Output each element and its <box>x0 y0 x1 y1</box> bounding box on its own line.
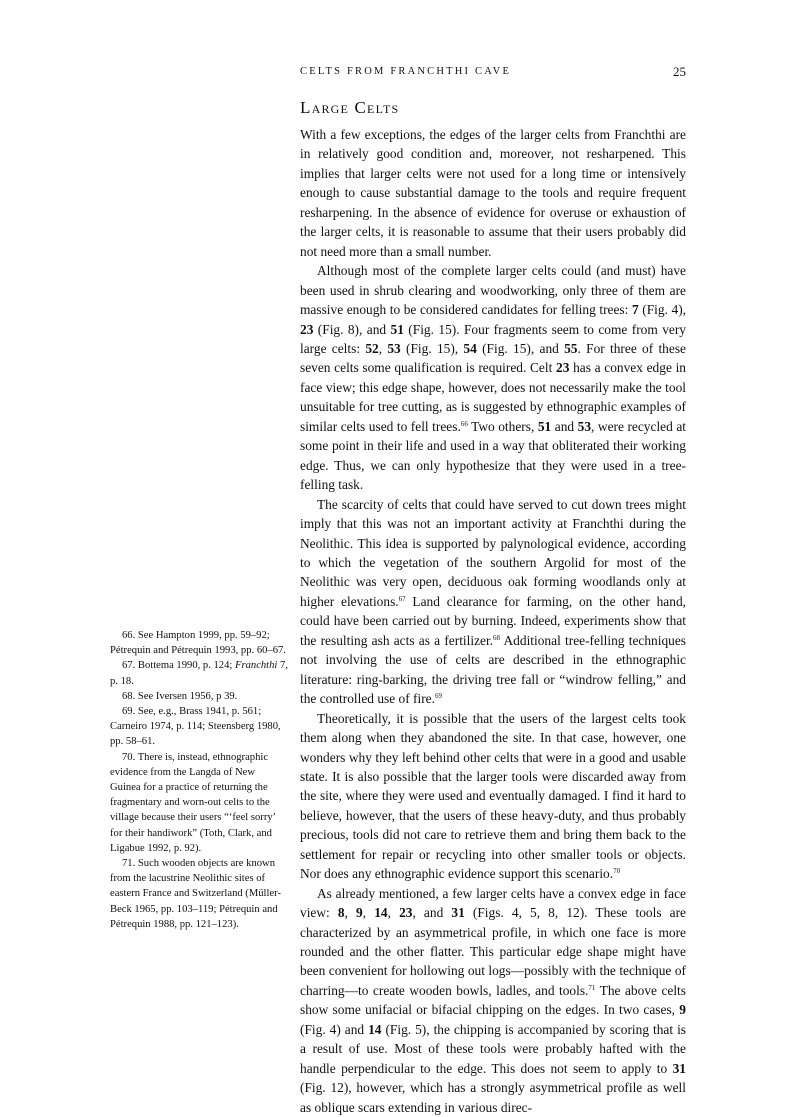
celt-number: 51 <box>537 418 552 434</box>
celt-number: 7 <box>631 302 639 318</box>
paragraph <box>300 125 686 261</box>
text-run: (Fig. 4) and <box>300 1021 369 1037</box>
celt-number: 54 <box>463 340 477 356</box>
text-run: (Fig. 8), and <box>313 321 391 337</box>
celt-number: 51 <box>390 321 404 337</box>
running-title: CELTS FROM FRANCHTHI CAVE <box>300 66 512 77</box>
footnote-ref: 67 <box>398 594 406 603</box>
paragraph <box>300 261 686 494</box>
footnotes <box>110 628 288 932</box>
text-run: , were recycled at some point in their life and used in a way that obliterated their working edge. Thus, we can only hypothesize that they were used in a tree-felling task. <box>300 418 686 493</box>
section-heading: Large Celts <box>300 98 400 117</box>
text-run: 71. Such wooden objects are known from the lacustrine Neolithic sites of eastern France and Switzerland (Müller-Beck 1965, pp. 103–119; Pétrequin and Pétrequin 1988, pp. 121–123). <box>110 858 281 930</box>
text-run: , and <box>412 905 452 921</box>
celt-number: 53 <box>387 340 401 356</box>
text-run: 66. See Hampton 1999, pp. 59–92; Pétrequin and Pétrequin 1993, pp. 60–67. <box>110 630 286 657</box>
footnote-ref: 66 <box>460 419 468 428</box>
celt-number: 55 <box>564 340 578 356</box>
celt-number: 31 <box>672 1060 686 1076</box>
footnote-ref: 69 <box>434 692 442 701</box>
celt-number: 53 <box>577 418 592 434</box>
text-run: 70. There is, instead, ethnographic evidence from the Langda of New Guinea for a practice of returning the fragmentary and worn-out celts to the village because their users “‘feel sorry’ for their handiwork” (Toth, Clark, and Ligabue 1992, p. 92). <box>110 751 276 854</box>
footnote <box>110 750 288 856</box>
footnote <box>110 658 288 688</box>
text-run: Although most of the complete larger celts could (and must) have been used in shrub clearing and woodworking, only three of them are massive enough to be considered candidates for felling trees: <box>300 263 686 318</box>
celt-number: 14 <box>374 905 388 921</box>
celt-number: 8 <box>337 905 345 921</box>
running-head <box>300 66 686 82</box>
text-run: , <box>378 340 388 356</box>
celt-number: 23 <box>399 905 413 921</box>
text-run: The scarcity of celts that could have served to cut down trees might imply that this was not an important activity at Franchthi during the Neolithic. This idea is supported by palynological evidence, according to which the vegetation of the southern Argolid for most of the Neolithic was very open, deciduous oak forming woodlands only at higher elevations. <box>300 496 686 609</box>
text-run: (Fig. 12), however, which has a strongly asymmetrical profile as well as oblique scars extending in various direc- <box>300 1080 686 1115</box>
celt-number: 31 <box>451 905 465 921</box>
text-run: Theoretically, it is possible that the users of the largest celts took them along when they abandoned the site. In that case, however, one wonders why they left behind other celts that were in a good and usable state. It is also possible that the larger tools were discarded away from the site, where they were used and eventually damaged. I find it hard to believe, however, that the users of these heavy-duty, and thus probably precious, tools did not care to retrieve them and bring them back to the settlement for repair or recycling into other smaller tools or objects. Nor does any ethnographic evidence support this scenario. <box>300 710 686 882</box>
paragraph <box>300 495 686 709</box>
text-run: (Figs. 4, 5, 8, 12). These tools are characterized by an asymmetrical profile, in which one face is more rounded and the other flatter. This particular edge shape might have been convenient for hollowing out logs—possibly with the technique of charring—to create wooden bowls, ladles, and tools. <box>300 905 686 998</box>
celt-number: 23 <box>300 321 314 337</box>
text-run: , <box>344 905 357 921</box>
text-run: has a convex edge in face view; this edge shape, however, does not necessarily make the tool unsuitable for tree cutting, as is suggested by ethnographic examples of similar celts used to fell trees. <box>300 360 686 434</box>
footnote <box>110 689 288 704</box>
text-run: 68. See Iversen 1956, p 39. <box>122 690 238 702</box>
text-run: (Fig. 15), <box>400 340 464 356</box>
footnote-ref: 70 <box>613 867 621 876</box>
footnote <box>110 856 288 932</box>
celt-number: 9 <box>356 905 363 921</box>
text-run: (Fig. 5), the chipping is accompanied by scoring that is a result of use. Most of these tools were probably hafted with the handle perpendicular to the edge. This does not seem to apply to <box>300 1021 687 1076</box>
celt-number: 9 <box>679 1002 686 1018</box>
celt-number: 14 <box>368 1021 382 1037</box>
celt-number: 23 <box>556 360 570 376</box>
text-run: , <box>387 905 400 921</box>
paragraph <box>300 884 686 1117</box>
text-run: With a few exceptions, the edges of the larger celts from Franchthi are in relatively good condition and, moreover, not resharpened. This implies that larger celts were not used for a long time or intensively enough to cause substantial damage to the tools and require frequent resharpening. In the absence of evidence for overuse or exhaustion of the larger celts, it is reasonable to assume that their users probably did not need more than a small number. <box>300 127 686 259</box>
text-run: . For three of these seven celts some qualification is required. Celt <box>300 340 686 376</box>
paragraph <box>300 709 686 884</box>
footnote-ref: 71 <box>588 983 596 992</box>
italic-title: Franchthi <box>235 660 278 672</box>
page-number: 25 <box>673 64 686 79</box>
text-run: (Fig. 4), <box>638 302 686 318</box>
footnote <box>110 704 288 750</box>
body-text <box>300 125 686 1117</box>
text-run: Two others, <box>467 418 538 434</box>
text-run: The above celts show some unifacial or bifacial chipping on the edges. In two cases, <box>300 982 686 1018</box>
text-run: Land clearance for farming, on the other hand, could have been carried out by burning. Indeed, experiments show that the resulting ash acts as a fertilizer. <box>300 593 686 648</box>
text-run: 7, p. 18. <box>110 660 288 687</box>
text-run: (Fig. 15), and <box>476 340 565 356</box>
text-run: 69. See, e.g., Brass 1941, p. 561; Carneiro 1974, p. 114; Steensberg 1980, pp. 58–61. <box>110 706 281 748</box>
footnote-ref: 68 <box>493 633 501 642</box>
footnote <box>110 628 288 658</box>
celt-number: 52 <box>365 340 379 356</box>
text-run: Additional tree-felling techniques not involving the use of celts are described in the ethnographic literature: ring-barking, the driving tree fall or “windrow felling,” and the controlled use of fire. <box>300 632 686 707</box>
text-run: and <box>551 418 578 434</box>
text-run: , <box>362 905 375 921</box>
text-run: As already mentioned, a few larger celts have a convex edge in face view: <box>300 885 686 921</box>
text-run: 67. Bottema 1990, p. 124; <box>122 660 235 672</box>
text-run: (Fig. 15). Four fragments seem to come from very large celts: <box>300 321 686 356</box>
